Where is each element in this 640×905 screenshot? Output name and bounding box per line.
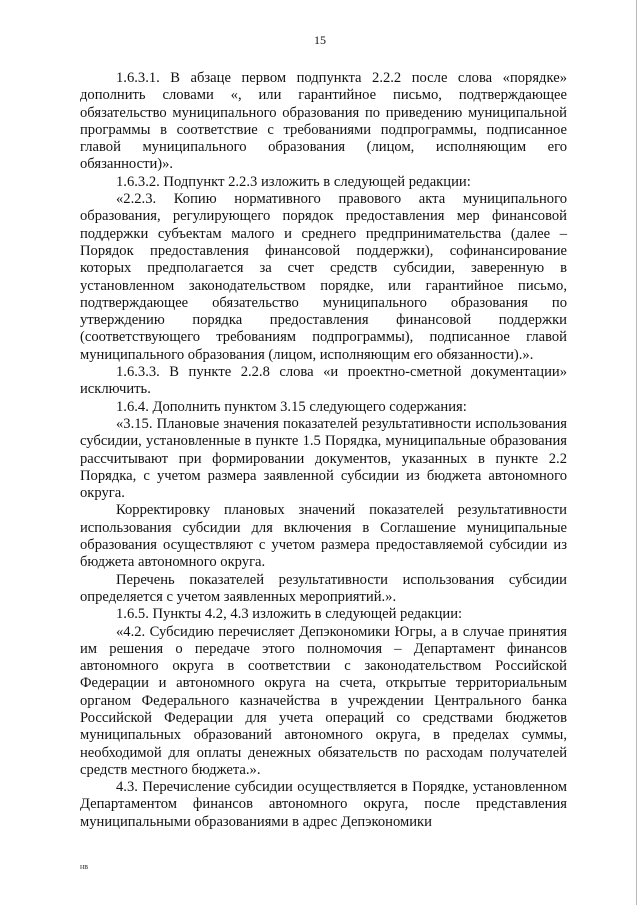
paragraph-1-6-3-2: 1.6.3.2. Подпункт 2.2.3 изложить в следующей редакции: [116, 173, 471, 190]
page-number: 15 [314, 33, 326, 47]
paragraph-1-6-4: 1.6.4. Дополнить пунктом 3.15 следующего содержания: [116, 398, 467, 415]
paragraph-4-3: 4.3. Перечисление субсидии осуществляется в Порядке, установленном Департаментом финансов автономного округа, после представления муниципальными образованиями в адрес Депэкономики [80, 779, 567, 830]
paragraph-4-2: «4.2. Субсидию перечисляет Депэкономики Югры, а в случае принятия им решения о передаче этого полномочия – Департамент финансов автономного округа в соответствии с законодательством Российской Федерации и автономного округа на счета, открытые территориальным органом Федерального казначейства в учреждении Центрального банка Российской Федерации для учета операций со средствами бюджетов муниципальных образований автономного округа, в пределах суммы, необходимой для оплаты денежных обязательств по расходам получателей средств местного бюджета.». [80, 623, 567, 778]
paragraph-indicator-list: Перечень показателей результативности использования субсидии определяется с учетом заявленных мероприятий.». [80, 571, 567, 605]
paragraph-3-15: «3.15. Плановые значения показателей результативности использования субсидии, установленные в пункте 1.5 Порядка, муниципальные образования рассчитывают при формировании документов, указанных в пункте 2.2 Порядка, с учетом размера заявленной субсидии из бюджета автономного округа. [80, 415, 567, 502]
paragraph-1-6-3-1: 1.6.3.1. В абзаце первом подпункта 2.2.2 после слова «порядке» дополнить словами «, или гарантийное письмо, подтверждающее обязательство муниципального образования по приведению муниципальной программы в соответствие с требованиями подпрограммы, подписанное главой муниципального образования (лицом, исполняющим его обязанности)». [80, 70, 567, 173]
paragraph-2-2-3: «2.2.3. Копию нормативного правового акта муниципального образования, регулирующего порядок предоставления мер финансовой поддержки субъектам малого и среднего предпринимательства (далее – Порядок предоставления финансовой поддержки), софинансирование которых предполагается за счет средств субсидии, заверенную в установленном законодательством порядке, или гарантийное письмо, подтверждающее обязательство муниципального образования по утверждению порядка предоставления финансовой поддержки (соответствующего требованиям подпрограммы), подписанное главой муниципального образования (лицом, исполняющим его обязанности).». [80, 191, 567, 363]
paragraph-1-6-5: 1.6.5. Пункты 4.2, 4.3 изложить в следующей редакции: [116, 606, 463, 623]
footer-initials: нв [80, 862, 89, 871]
paragraph-correction: Корректировку плановых значений показателей результативности использования субсидии для включения в Соглашение муниципальные образования осуществляют с учетом размера предоставляемой субсидии из бюджета автономного округа. [80, 502, 567, 571]
page-edge [636, 0, 637, 905]
document-body [80, 70, 567, 831]
paragraph-1-6-3-3: 1.6.3.3. В пункте 2.2.8 слова «и проектно-сметной документации» исключить. [80, 364, 567, 398]
